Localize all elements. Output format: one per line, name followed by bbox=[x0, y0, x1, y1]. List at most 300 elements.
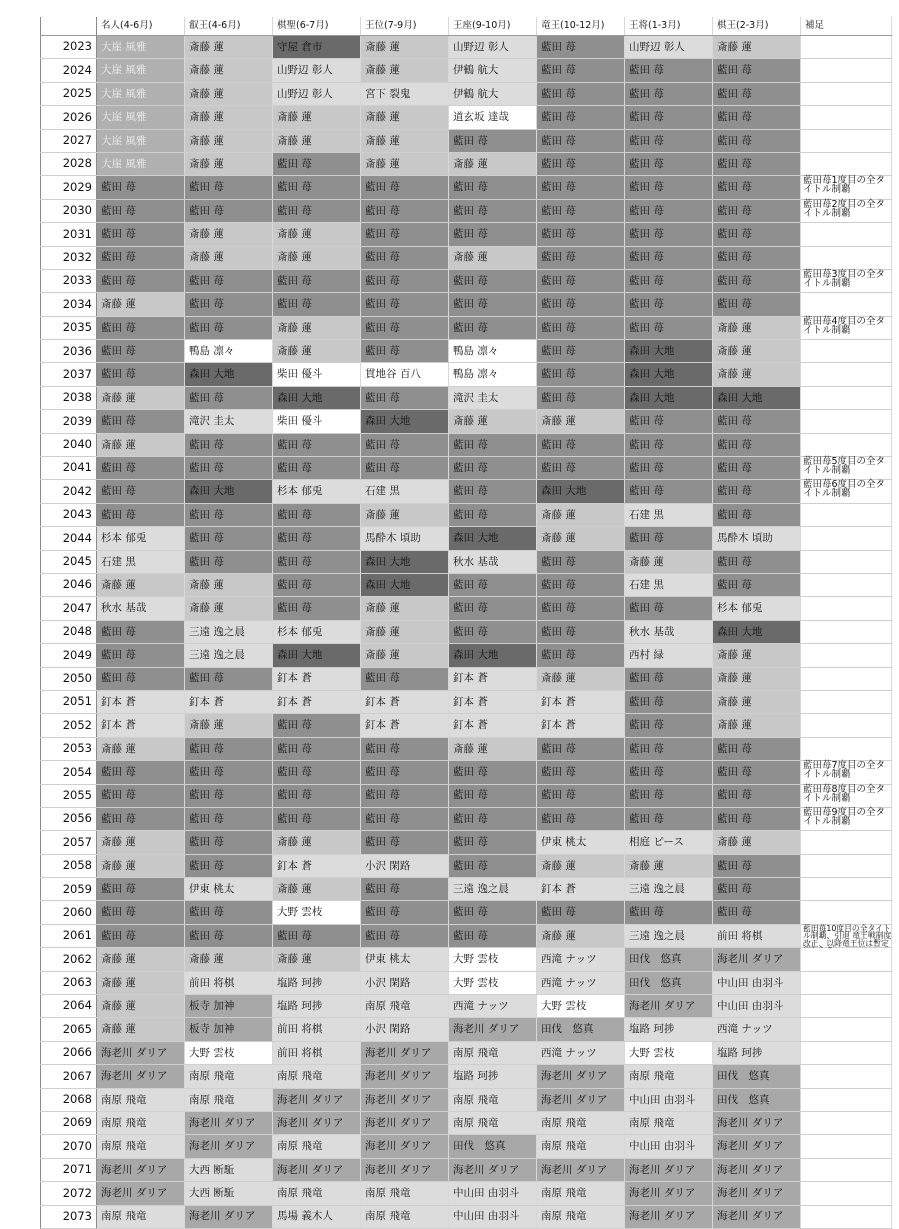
holder-cell: 藍田 苺 bbox=[625, 761, 713, 784]
holder-cell: 塩路 珂捗 bbox=[713, 1041, 801, 1064]
year-cell: 2052 bbox=[41, 714, 97, 737]
holder-cell: 藍田 苺 bbox=[449, 199, 537, 222]
table-row bbox=[41, 737, 892, 760]
holder-cell: 海老川 ダリア bbox=[449, 1018, 537, 1041]
note-cell bbox=[801, 199, 892, 222]
holder-cell: 藍田 苺 bbox=[97, 503, 185, 526]
holder-cell: 海老川 ダリア bbox=[713, 1205, 801, 1228]
table-row bbox=[41, 761, 892, 784]
table-row bbox=[41, 1088, 892, 1111]
holder-cell: 藍田 苺 bbox=[97, 644, 185, 667]
holder-cell: 斎藤 蓮 bbox=[449, 246, 537, 269]
note-cell bbox=[801, 246, 892, 269]
year-cell: 2071 bbox=[41, 1158, 97, 1181]
holder-cell: 斎藤 蓮 bbox=[361, 129, 449, 152]
holder-cell: 海老川 ダリア bbox=[361, 1088, 449, 1111]
holder-cell: 藍田 苺 bbox=[97, 807, 185, 830]
holder-cell: 南原 飛竜 bbox=[537, 1205, 625, 1228]
holder-cell: 斎藤 蓮 bbox=[185, 36, 273, 59]
holder-cell: 藍田 苺 bbox=[97, 784, 185, 807]
note-cell bbox=[801, 1135, 892, 1158]
holder-cell: 藍田 苺 bbox=[273, 573, 361, 596]
holder-cell: 藍田 苺 bbox=[537, 223, 625, 246]
holder-cell: 海老川 ダリア bbox=[537, 1088, 625, 1111]
holder-cell: 藍田 苺 bbox=[273, 784, 361, 807]
holder-cell: 南原 飛竜 bbox=[273, 1182, 361, 1205]
holder-cell: 藍田 苺 bbox=[625, 223, 713, 246]
holder-cell: 海老川 ダリア bbox=[97, 1158, 185, 1181]
note-cell bbox=[801, 1205, 892, 1228]
table-row bbox=[41, 831, 892, 854]
holder-cell: 斎藤 蓮 bbox=[273, 340, 361, 363]
holder-cell: 藍田 苺 bbox=[97, 223, 185, 246]
holder-cell: 森田 大地 bbox=[361, 573, 449, 596]
holder-cell: 中山田 由羽斗 bbox=[625, 1135, 713, 1158]
holder-cell: 藍田 苺 bbox=[537, 386, 625, 409]
holder-cell: 海老川 ダリア bbox=[185, 1135, 273, 1158]
table-row bbox=[41, 386, 892, 409]
holder-cell: 藍田 苺 bbox=[97, 176, 185, 199]
holder-cell: 藍田 苺 bbox=[713, 854, 801, 877]
holder-cell: 山野辺 彰人 bbox=[273, 82, 361, 105]
holder-cell: 藍田 苺 bbox=[361, 807, 449, 830]
holder-cell: 藍田 苺 bbox=[537, 644, 625, 667]
holder-cell: 南原 飛竜 bbox=[185, 1065, 273, 1088]
holder-cell: 大野 雲枝 bbox=[625, 1041, 713, 1064]
holder-cell: 杉本 郁兎 bbox=[713, 597, 801, 620]
table-row bbox=[41, 854, 892, 877]
holder-cell: 藍田 苺 bbox=[449, 129, 537, 152]
holder-cell: 斎藤 蓮 bbox=[361, 106, 449, 129]
holder-cell: 藍田 苺 bbox=[273, 924, 361, 947]
holder-cell: 杉本 郁兎 bbox=[273, 480, 361, 503]
holder-cell: 藍田 苺 bbox=[713, 550, 801, 573]
note-cell bbox=[801, 1065, 892, 1088]
table-row bbox=[41, 316, 892, 339]
table-row bbox=[41, 971, 892, 994]
note-cell bbox=[801, 410, 892, 433]
holder-cell: 海老川 ダリア bbox=[97, 1065, 185, 1088]
table-row bbox=[41, 59, 892, 82]
year-cell: 2062 bbox=[41, 948, 97, 971]
header-title-2: 叡王(4-6月) bbox=[185, 17, 273, 36]
note-cell bbox=[801, 59, 892, 82]
holder-cell: 藍田 苺 bbox=[185, 761, 273, 784]
table-row bbox=[41, 480, 892, 503]
note-text: 藍田苺4度目の全タイトル制覇 bbox=[803, 315, 886, 336]
holder-cell: 釘本 蒼 bbox=[449, 714, 537, 737]
note-cell bbox=[801, 620, 892, 643]
holder-cell: 斎藤 蓮 bbox=[273, 106, 361, 129]
holder-cell: 森田 大地 bbox=[537, 480, 625, 503]
holder-cell: 石建 黒 bbox=[361, 480, 449, 503]
holder-cell: 斎藤 蓮 bbox=[97, 854, 185, 877]
year-cell: 2040 bbox=[41, 433, 97, 456]
holder-cell: 藍田 苺 bbox=[713, 82, 801, 105]
table-row bbox=[41, 223, 892, 246]
year-cell: 2069 bbox=[41, 1111, 97, 1134]
holder-cell: 藍田 苺 bbox=[449, 269, 537, 292]
note-cell bbox=[801, 995, 892, 1018]
holder-cell: 藍田 苺 bbox=[449, 620, 537, 643]
holder-cell: 三遠 逸之晨 bbox=[625, 878, 713, 901]
note-cell bbox=[801, 129, 892, 152]
note-text: 藍田苺8度目の全タイトル制覇 bbox=[803, 783, 886, 804]
holder-cell: 藍田 苺 bbox=[273, 807, 361, 830]
holder-cell: 藍田 苺 bbox=[537, 293, 625, 316]
holder-cell: 藍田 苺 bbox=[625, 597, 713, 620]
holder-cell: 馬場 義木人 bbox=[273, 1205, 361, 1228]
holder-cell: 斎藤 蓮 bbox=[97, 948, 185, 971]
holder-cell: 藍田 苺 bbox=[185, 737, 273, 760]
holder-cell: 藍田 苺 bbox=[537, 597, 625, 620]
holder-cell: 藍田 苺 bbox=[361, 433, 449, 456]
holder-cell: 斎藤 蓮 bbox=[625, 550, 713, 573]
holder-cell: 海老川 ダリア bbox=[361, 1041, 449, 1064]
holder-cell: 森田 大地 bbox=[625, 340, 713, 363]
holder-cell: 斎藤 蓮 bbox=[97, 386, 185, 409]
holder-cell: 大野 雲枝 bbox=[449, 948, 537, 971]
note-cell bbox=[801, 1041, 892, 1064]
holder-cell: 森田 大地 bbox=[713, 620, 801, 643]
holder-cell: 藍田 苺 bbox=[185, 924, 273, 947]
holder-cell: 海老川 ダリア bbox=[185, 1111, 273, 1134]
year-cell: 2064 bbox=[41, 995, 97, 1018]
holder-cell: 森田 大地 bbox=[449, 644, 537, 667]
holder-cell: 南原 飛竜 bbox=[449, 1111, 537, 1134]
holder-cell: 藍田 苺 bbox=[185, 854, 273, 877]
holder-cell: 藍田 苺 bbox=[185, 503, 273, 526]
holder-cell: 藍田 苺 bbox=[537, 152, 625, 175]
year-cell: 2049 bbox=[41, 644, 97, 667]
holder-cell: 藍田 苺 bbox=[537, 784, 625, 807]
note-text: 藍田苺5度目の全タイトル制覇 bbox=[803, 456, 886, 477]
holder-cell: 藍田 苺 bbox=[625, 152, 713, 175]
holder-cell: 藍田 苺 bbox=[449, 433, 537, 456]
holder-cell: 藍田 苺 bbox=[449, 854, 537, 877]
holder-cell: 斎藤 蓮 bbox=[361, 152, 449, 175]
note-cell bbox=[801, 480, 892, 503]
holder-cell: 藍田 苺 bbox=[449, 503, 537, 526]
holder-cell: 藍田 苺 bbox=[625, 176, 713, 199]
holder-cell: 海老川 ダリア bbox=[625, 995, 713, 1018]
holder-cell: 藍田 苺 bbox=[273, 550, 361, 573]
holder-cell: 藍田 苺 bbox=[713, 433, 801, 456]
holder-cell: 斎藤 蓮 bbox=[273, 948, 361, 971]
holder-cell: 藍田 苺 bbox=[273, 199, 361, 222]
holder-cell: 藍田 苺 bbox=[713, 480, 801, 503]
holder-cell: 中山田 由羽斗 bbox=[625, 1088, 713, 1111]
holder-cell: 斎藤 蓮 bbox=[97, 293, 185, 316]
table-row bbox=[41, 1158, 892, 1181]
table-row bbox=[41, 106, 892, 129]
holder-cell: 斎藤 蓮 bbox=[713, 340, 801, 363]
holder-cell: 伊東 桃太 bbox=[361, 948, 449, 971]
holder-cell: 守屋 倉市 bbox=[273, 36, 361, 59]
holder-cell: 藍田 苺 bbox=[537, 82, 625, 105]
holder-cell: 藍田 苺 bbox=[449, 807, 537, 830]
table-row bbox=[41, 714, 892, 737]
table-row bbox=[41, 807, 892, 830]
header-title-7: 王将(1-3月) bbox=[625, 17, 713, 36]
holder-cell: 斎藤 蓮 bbox=[185, 152, 273, 175]
holder-cell: 滝沢 圭太 bbox=[449, 386, 537, 409]
holder-cell: 斎藤 蓮 bbox=[537, 527, 625, 550]
year-cell: 2026 bbox=[41, 106, 97, 129]
table-row bbox=[41, 129, 892, 152]
note-cell bbox=[801, 714, 892, 737]
holder-cell: 藍田 苺 bbox=[537, 620, 625, 643]
year-cell: 2046 bbox=[41, 573, 97, 596]
note-cell bbox=[801, 82, 892, 105]
holder-cell: 斎藤 蓮 bbox=[361, 36, 449, 59]
note-cell bbox=[801, 106, 892, 129]
holder-cell: 杉本 郁兎 bbox=[273, 620, 361, 643]
holder-cell: 釘本 蒼 bbox=[97, 690, 185, 713]
holder-cell: 伊東 桃太 bbox=[537, 831, 625, 854]
year-cell: 2061 bbox=[41, 924, 97, 947]
holder-cell: 斎藤 蓮 bbox=[713, 36, 801, 59]
year-cell: 2039 bbox=[41, 410, 97, 433]
holder-cell: 海老川 ダリア bbox=[713, 1158, 801, 1181]
holder-cell: 秋水 基哉 bbox=[625, 620, 713, 643]
holder-cell: 斎藤 蓮 bbox=[97, 737, 185, 760]
holder-cell: 斎藤 蓮 bbox=[625, 854, 713, 877]
holder-cell: 前田 将棋 bbox=[713, 924, 801, 947]
holder-cell: 藍田 苺 bbox=[537, 59, 625, 82]
holder-cell: 田伐 悠真 bbox=[625, 971, 713, 994]
holder-cell: 鴨島 凛々 bbox=[449, 363, 537, 386]
year-cell: 2048 bbox=[41, 620, 97, 643]
note-cell bbox=[801, 503, 892, 526]
year-cell: 2051 bbox=[41, 690, 97, 713]
holder-cell: 藍田 苺 bbox=[713, 761, 801, 784]
table-row bbox=[41, 784, 892, 807]
holder-cell: 海老川 ダリア bbox=[713, 1182, 801, 1205]
note-cell bbox=[801, 363, 892, 386]
holder-cell: 藍田 苺 bbox=[97, 924, 185, 947]
holder-cell: 海老川 ダリア bbox=[713, 1111, 801, 1134]
holder-cell: 藍田 苺 bbox=[97, 246, 185, 269]
header-note: 補足 bbox=[801, 17, 892, 36]
holder-cell: 藍田 苺 bbox=[713, 106, 801, 129]
holder-cell: 藍田 苺 bbox=[537, 246, 625, 269]
holder-cell: 海老川 ダリア bbox=[273, 1088, 361, 1111]
holder-cell: 藍田 苺 bbox=[537, 129, 625, 152]
note-cell bbox=[801, 1088, 892, 1111]
holder-cell: 藍田 苺 bbox=[449, 597, 537, 620]
holder-cell: 海老川 ダリア bbox=[273, 1111, 361, 1134]
holder-cell: 前田 将棋 bbox=[273, 1041, 361, 1064]
holder-cell: 海老川 ダリア bbox=[361, 1135, 449, 1158]
holder-cell: 藍田 苺 bbox=[361, 316, 449, 339]
year-cell: 2072 bbox=[41, 1182, 97, 1205]
holder-cell: 藍田 苺 bbox=[713, 152, 801, 175]
holder-cell: 斎藤 蓮 bbox=[185, 597, 273, 620]
holder-cell: 大野 雲枝 bbox=[537, 995, 625, 1018]
note-cell bbox=[801, 269, 892, 292]
header-title-1: 名人(4-6月) bbox=[97, 17, 185, 36]
table-row bbox=[41, 573, 892, 596]
holder-cell: 南原 飛竜 bbox=[537, 1182, 625, 1205]
holder-cell: 藍田 苺 bbox=[625, 667, 713, 690]
note-cell bbox=[801, 807, 892, 830]
holder-cell: 大野 雲枝 bbox=[273, 901, 361, 924]
note-cell bbox=[801, 1182, 892, 1205]
year-cell: 2028 bbox=[41, 152, 97, 175]
holder-cell: 斎藤 蓮 bbox=[97, 573, 185, 596]
holder-cell: 伊鶴 航大 bbox=[449, 59, 537, 82]
header-title-5: 王座(9-10月) bbox=[449, 17, 537, 36]
table-row bbox=[41, 36, 892, 59]
holder-cell: 藍田 苺 bbox=[97, 363, 185, 386]
holder-cell: 藍田 苺 bbox=[625, 527, 713, 550]
holder-cell: 藍田 苺 bbox=[361, 924, 449, 947]
holder-cell: 相庭 ピース bbox=[625, 831, 713, 854]
holder-cell: 森田 大地 bbox=[713, 386, 801, 409]
holder-cell: 斎藤 蓮 bbox=[361, 59, 449, 82]
holder-cell: 藍田 苺 bbox=[625, 433, 713, 456]
year-cell: 2037 bbox=[41, 363, 97, 386]
table-row bbox=[41, 597, 892, 620]
holder-cell: 藍田 苺 bbox=[97, 878, 185, 901]
holder-cell: 藍田 苺 bbox=[273, 293, 361, 316]
holder-cell: 藍田 苺 bbox=[273, 269, 361, 292]
year-cell: 2024 bbox=[41, 59, 97, 82]
holder-cell: 藍田 苺 bbox=[97, 316, 185, 339]
note-cell bbox=[801, 433, 892, 456]
holder-cell: 斎藤 蓮 bbox=[361, 597, 449, 620]
holder-cell: 馬酔木 頃助 bbox=[713, 527, 801, 550]
year-cell: 2056 bbox=[41, 807, 97, 830]
table-row bbox=[41, 1135, 892, 1158]
holder-cell: 田伐 悠真 bbox=[449, 1135, 537, 1158]
table-row bbox=[41, 1041, 892, 1064]
note-cell bbox=[801, 176, 892, 199]
holder-cell: 杉本 郁兎 bbox=[97, 527, 185, 550]
holder-cell: 藍田 苺 bbox=[97, 340, 185, 363]
holder-cell: 伊東 桃太 bbox=[185, 878, 273, 901]
holder-cell: 藍田 苺 bbox=[361, 457, 449, 480]
holder-cell: 藍田 苺 bbox=[625, 59, 713, 82]
holder-cell: 藍田 苺 bbox=[625, 737, 713, 760]
holder-cell: 藍田 苺 bbox=[537, 36, 625, 59]
holder-cell: 藍田 苺 bbox=[361, 246, 449, 269]
holder-cell: 藍田 苺 bbox=[537, 457, 625, 480]
holder-cell: 南原 飛竜 bbox=[97, 1205, 185, 1228]
holder-cell: 斎藤 蓮 bbox=[449, 410, 537, 433]
year-cell: 2025 bbox=[41, 82, 97, 105]
holder-cell: 伊鶴 航大 bbox=[449, 82, 537, 105]
holder-cell: 釘本 蒼 bbox=[537, 878, 625, 901]
holder-cell: 斎藤 蓮 bbox=[185, 106, 273, 129]
table-row bbox=[41, 410, 892, 433]
holder-cell: 藍田 苺 bbox=[97, 620, 185, 643]
holder-cell: 藍田 苺 bbox=[537, 176, 625, 199]
holder-cell: 藍田 苺 bbox=[361, 223, 449, 246]
holder-cell: 西滝 ナッツ bbox=[537, 1041, 625, 1064]
year-cell: 2053 bbox=[41, 737, 97, 760]
title-table bbox=[40, 17, 892, 1229]
table-row bbox=[41, 363, 892, 386]
holder-cell: 海老川 ダリア bbox=[361, 1111, 449, 1134]
note-cell bbox=[801, 550, 892, 573]
holder-cell: 三遠 逸之晨 bbox=[185, 644, 273, 667]
note-cell bbox=[801, 152, 892, 175]
year-cell: 2042 bbox=[41, 480, 97, 503]
holder-cell: 斎藤 蓮 bbox=[97, 433, 185, 456]
holder-cell: 斎藤 蓮 bbox=[97, 1018, 185, 1041]
holder-cell: 藍田 苺 bbox=[713, 807, 801, 830]
year-cell: 2070 bbox=[41, 1135, 97, 1158]
table-row bbox=[41, 948, 892, 971]
holder-cell: 小沢 閑路 bbox=[361, 971, 449, 994]
holder-cell: 斎藤 蓮 bbox=[361, 620, 449, 643]
holder-cell: 斎藤 蓮 bbox=[185, 129, 273, 152]
year-cell: 2038 bbox=[41, 386, 97, 409]
holder-cell: 藍田 苺 bbox=[537, 269, 625, 292]
table-row bbox=[41, 503, 892, 526]
table-row bbox=[41, 340, 892, 363]
holder-cell: 釘本 蒼 bbox=[273, 690, 361, 713]
holder-cell: 藍田 苺 bbox=[713, 129, 801, 152]
holder-cell: 森田 大地 bbox=[625, 386, 713, 409]
holder-cell: 斎藤 蓮 bbox=[713, 690, 801, 713]
holder-cell: 藍田 苺 bbox=[449, 480, 537, 503]
note-text: 藍田苺3度目の全タイトル制覇 bbox=[803, 268, 886, 289]
year-cell: 2063 bbox=[41, 971, 97, 994]
year-cell: 2065 bbox=[41, 1018, 97, 1041]
holder-cell: 斎藤 蓮 bbox=[713, 831, 801, 854]
holder-cell: 藍田 苺 bbox=[185, 433, 273, 456]
holder-cell: 藍田 苺 bbox=[537, 340, 625, 363]
holder-cell: 藍田 苺 bbox=[185, 550, 273, 573]
holder-cell: 藍田 苺 bbox=[537, 106, 625, 129]
year-cell: 2050 bbox=[41, 667, 97, 690]
holder-cell: 藍田 苺 bbox=[713, 573, 801, 596]
holder-cell: 西滝 ナッツ bbox=[449, 995, 537, 1018]
table-row bbox=[41, 1205, 892, 1228]
holder-cell: 田伐 悠真 bbox=[537, 1018, 625, 1041]
holder-cell: 斎藤 蓮 bbox=[273, 831, 361, 854]
holder-cell: 小沢 閑路 bbox=[361, 854, 449, 877]
holder-cell: 馬酔木 頃助 bbox=[361, 527, 449, 550]
holder-cell: 藍田 苺 bbox=[273, 176, 361, 199]
holder-cell: 釘本 蒼 bbox=[537, 690, 625, 713]
holder-cell: 藍田 苺 bbox=[185, 316, 273, 339]
holder-cell: 藍田 苺 bbox=[625, 269, 713, 292]
holder-cell: 中山田 由羽斗 bbox=[713, 995, 801, 1018]
holder-cell: 藍田 苺 bbox=[713, 199, 801, 222]
holder-cell: 小沢 閑路 bbox=[361, 1018, 449, 1041]
table-row bbox=[41, 457, 892, 480]
table-row bbox=[41, 995, 892, 1018]
holder-cell: 塩路 珂捗 bbox=[273, 995, 361, 1018]
holder-cell: 藍田 苺 bbox=[273, 527, 361, 550]
holder-cell: 森田 大地 bbox=[361, 410, 449, 433]
holder-cell: 中山田 由羽斗 bbox=[449, 1182, 537, 1205]
year-cell: 2036 bbox=[41, 340, 97, 363]
holder-cell: 藍田 苺 bbox=[625, 246, 713, 269]
holder-cell: 鴨島 凛々 bbox=[449, 340, 537, 363]
table-row bbox=[41, 667, 892, 690]
holder-cell: 斎藤 蓮 bbox=[273, 223, 361, 246]
holder-cell: 西滝 ナッツ bbox=[537, 948, 625, 971]
year-cell: 2045 bbox=[41, 550, 97, 573]
table-row bbox=[41, 690, 892, 713]
note-cell bbox=[801, 690, 892, 713]
holder-cell: 藍田 苺 bbox=[713, 737, 801, 760]
